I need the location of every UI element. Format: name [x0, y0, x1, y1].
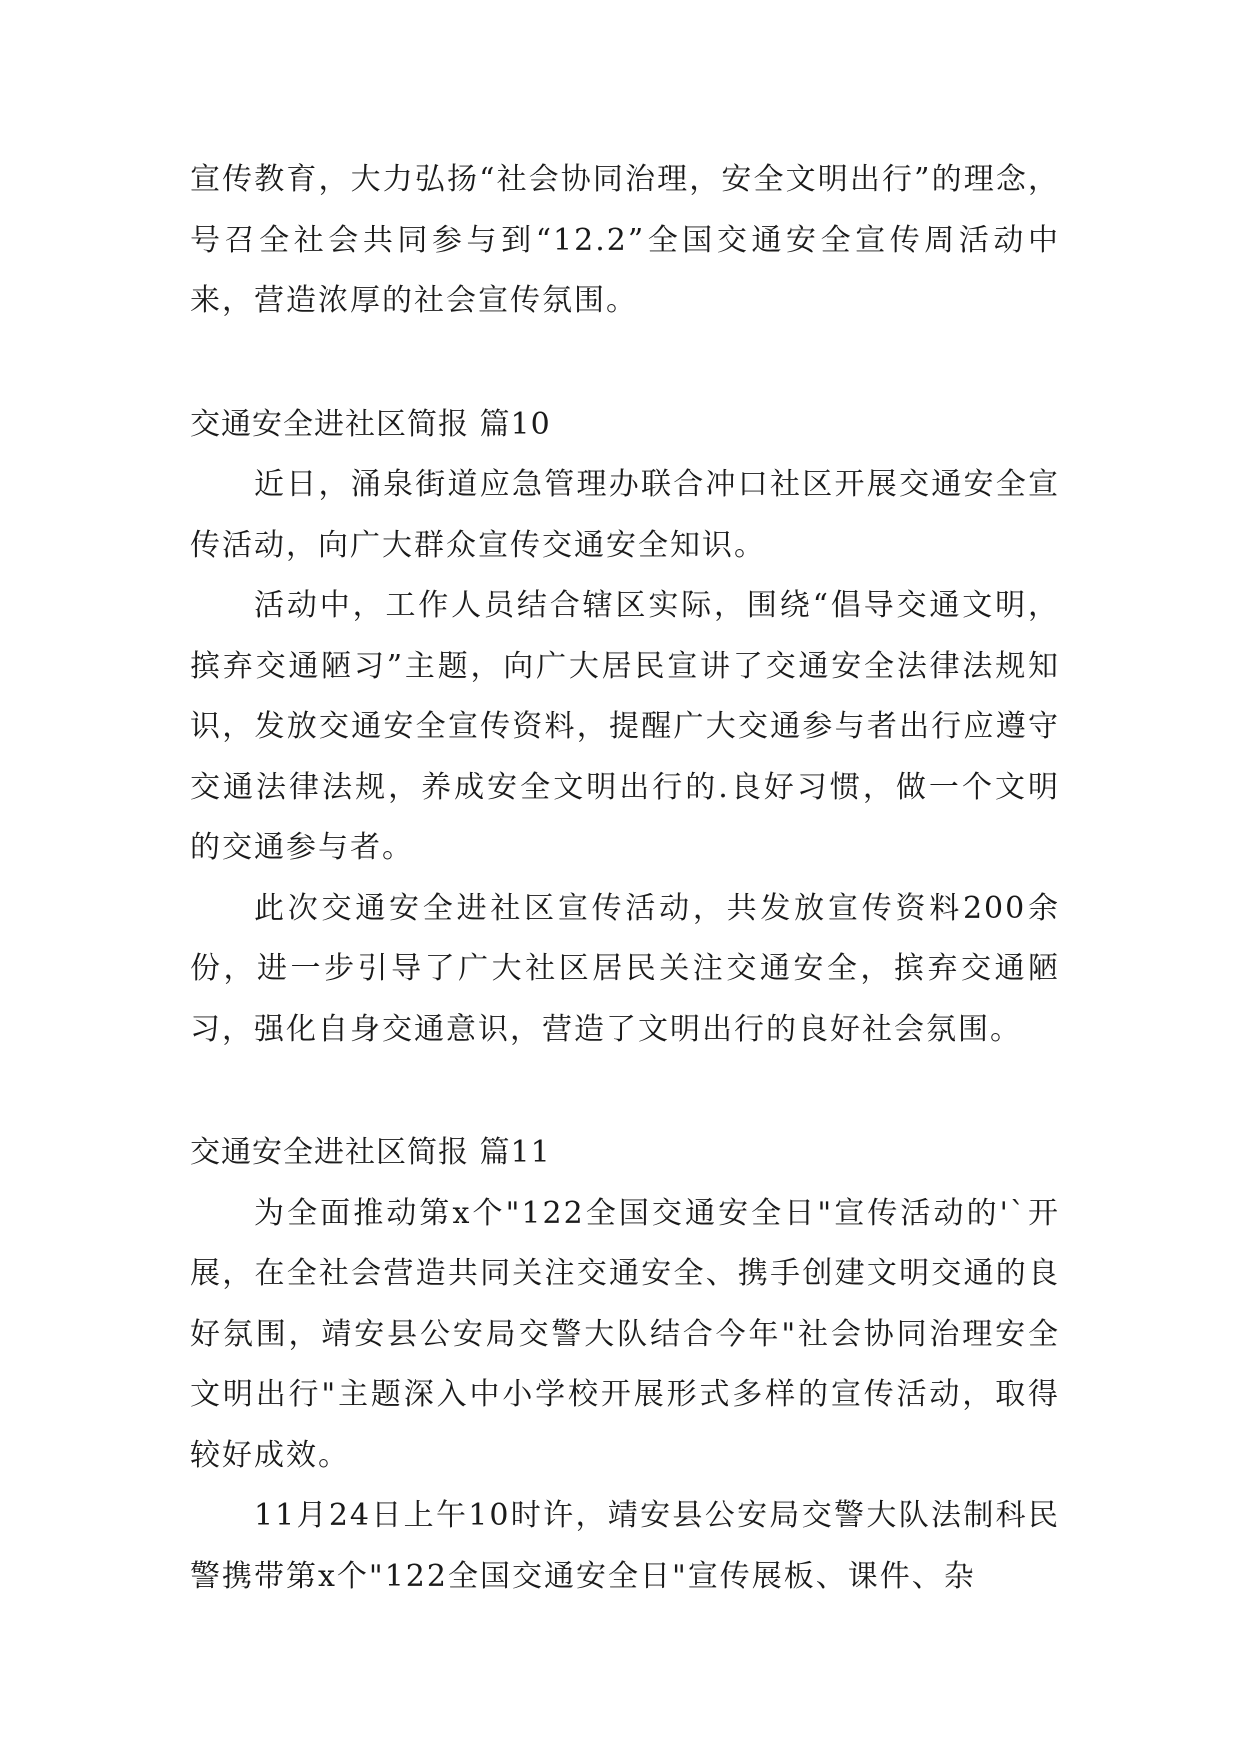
section-heading-11: 交通安全进社区简报 篇11 [190, 1135, 551, 1170]
section10-paragraph-3: 此次交通安全进社区宣传活动，共发放宣传资料200余份，进一步引导了广大社区居民关注交通安全，摈弃交通陋习，强化自身交通意识，营造了文明出行的良好社会氛围。 [190, 890, 1060, 1047]
section11-paragraph-1: 为全面推动第x个"122全国交通安全日"宣传活动的'`开展，在全社会营造共同关注交通安全、携手创建文明交通的良好氛围，靖安县公安局交警大队结合今年"社会协同治理安全文明出行"主题深入中小学校开展形式多样的宣传活动，取得较好成效。 [190, 1195, 1060, 1473]
section-heading-10: 交通安全进社区简报 篇10 [190, 406, 551, 442]
section10-paragraph-2: 活动中，工作人员结合辖区实际，围绕“倡导交通文明，摈弃交通陋习”主题，向广大居民宣讲了交通安全法律法规知识，发放交通安全宣传资料，提醒广大交通参与者出行应遵守交通法律法规，养成安全文明出行的.良好习惯，做一个文明的交通参与者。 [190, 588, 1060, 865]
section11-paragraph-2: 11月24日上午10时许，靖安县公安局交警大队法制科民警携带第x个"122全国交通安全日"宣传展板、课件、杂 [190, 1498, 1060, 1594]
document-body [190, 150, 1060, 1607]
section10-paragraph-1: 近日，涌泉街道应急管理办联合冲口社区开展交通安全宣传活动，向广大群众宣传交通安全知识。 [190, 467, 1060, 563]
continued-paragraph: 宣传教育，大力弘扬“社会协同治理，安全文明出行”的理念，号召全社会共同参与到“12.2”全国交通安全宣传周活动中来，营造浓厚的社会宣传氛围。 [190, 162, 1060, 318]
